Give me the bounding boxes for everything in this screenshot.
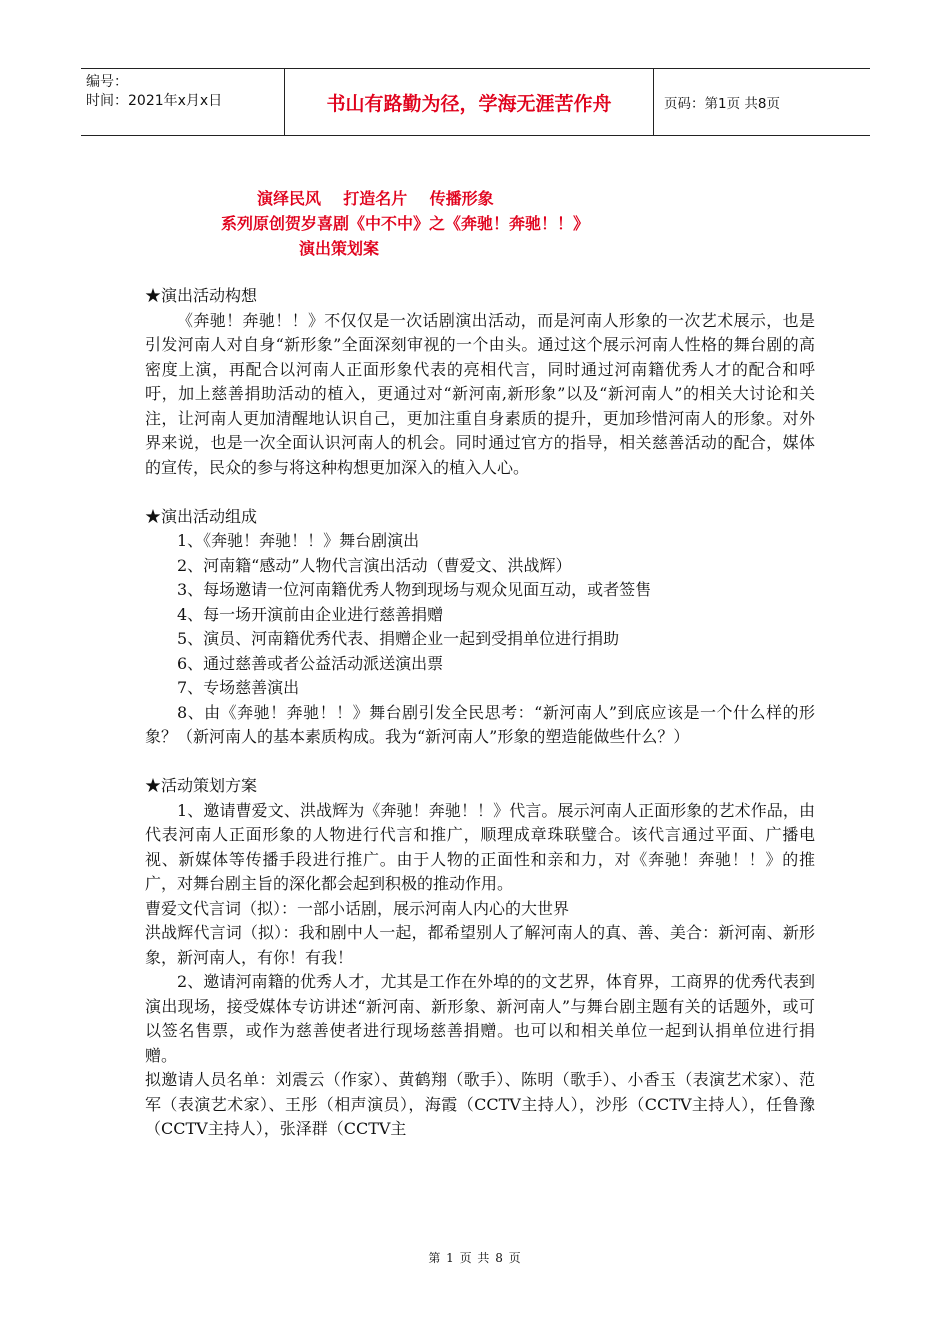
header-table	[81, 68, 870, 136]
number-label: 编号：	[86, 74, 128, 90]
list-item: 8、由《奔驰！奔驰！！》舞台剧引发全民思考：“新河南人”到底应该是一个什么样的形象？（新河南人的基本素质构成。我为“新河南人”形象的塑造能做些什么？）	[145, 702, 815, 746]
section-heading: ★演出活动组成	[145, 506, 258, 526]
slogan-line: 洪战辉代言词（拟）：我和剧中人一起，都希望别人了解河南人的真、善、美合：新河南、新形象，新河南人，有你！有我！	[145, 923, 815, 967]
title-line-2: 系列原创贺岁喜剧《中不中》之《奔驰！奔驰！！》	[221, 214, 590, 233]
title-line-3: 演出策划案	[299, 239, 380, 258]
guest-list: 拟邀请人员名单：刘震云（作家）、黄鹤翔（歌手）、陈明（歌手）、小香玉（表演艺术家）、范军（表演艺术家）、王彤（相声演员），海霞（CCTV主持人），沙彤（CCTV主持人），任鲁豫（CCTV主持人），张泽群（CCTV主	[145, 1070, 815, 1138]
document-body	[145, 284, 815, 1142]
section-heading: ★活动策划方案	[145, 776, 258, 795]
list-item: 3、每场邀请一位河南籍优秀人物到现场与观众见面互动，或者签售	[177, 580, 652, 599]
paragraph: 1、邀请曹爱文、洪战辉为《奔驰！奔驰！！》代言。展示河南人正面形象的艺术作品，由代表河南人正面形象的人物进行代言和推广，顺理成章珠联璧合。该代言通过平面、广播电视、新媒体等传播手段进行推广。由于人物的正面性和亲和力，对《奔驰！奔驰！！》的推广，对舞台剧主旨的深化都会起到积极的推动作用。	[145, 800, 815, 893]
header-divider	[284, 69, 285, 135]
header-divider	[653, 69, 654, 135]
header-meta	[86, 73, 281, 111]
page-footer: 第 1 页 共 8 页	[428, 1251, 522, 1265]
list-item: 1、《奔驰！奔驰！！》舞台剧演出	[177, 531, 420, 550]
list-item: 4、每一场开演前由企业进行慈善捐赠	[177, 604, 444, 624]
slogan-line: 曹爱文代言词（拟）：一部小话剧，展示河南人内心的大世界	[145, 898, 570, 918]
list-item: 5、演员、河南籍优秀代表、捐赠企业一起到受捐单位进行捐助	[177, 629, 620, 648]
title-line-1: 演绎民风 打造名片 传播形象	[257, 189, 494, 208]
header-page-info: 页码：第1页 共8页	[664, 96, 780, 112]
date-text: 时间：2021年x月x日	[86, 93, 223, 109]
spacer	[145, 750, 815, 775]
list-item: 2、河南籍“感动”人物代言演出活动（曹爱文、洪战辉）	[177, 555, 572, 575]
list-item: 6、通过慈善或者公益活动派送演出票	[177, 653, 444, 673]
header-motto: 书山有路勤为径，学海无涯苦作舟	[326, 92, 612, 115]
section-heading: ★演出活动构想	[145, 286, 258, 305]
spacer	[145, 480, 815, 505]
paragraph: 2、邀请河南籍的优秀人才，尤其是工作在外埠的的文艺界，体育界，工商界的优秀代表到演出现场，接受媒体专访讲述“新河南、新形象、新河南人”与舞台剧主题有关的话题外，或可以签名售票，或作为慈善使者进行现场慈善捐赠。也可以和相关单位一起到认捐单位进行捐赠。	[145, 972, 815, 1065]
paragraph: 《奔驰！奔驰！！》不仅仅是一次话剧演出活动，而是河南人形象的一次艺术展示，也是引发河南人对自身“新形象”全面深刻审视的一个由头。通过这个展示河南人性格的舞台剧的高密度上演，再配合以河南人正面形象代表的亮相代言，同时通过河南籍优秀人才的配合和呼吁，加上慈善捐助活动的植入，更通过对“新河南,新形象”以及“新河南人”的相关大讨论和关注，让河南人更加清醒地认识自己，更加注重自身素质的提升，更加珍惜河南人的形象。对外界来说，也是一次全面认识河南人的机会。同时通过官方的指导，相关慈善活动的配合，媒体的宣传，民众的参与将这种构想更加深入的植入人心。	[145, 310, 815, 477]
list-item: 7、专场慈善演出	[177, 678, 300, 697]
